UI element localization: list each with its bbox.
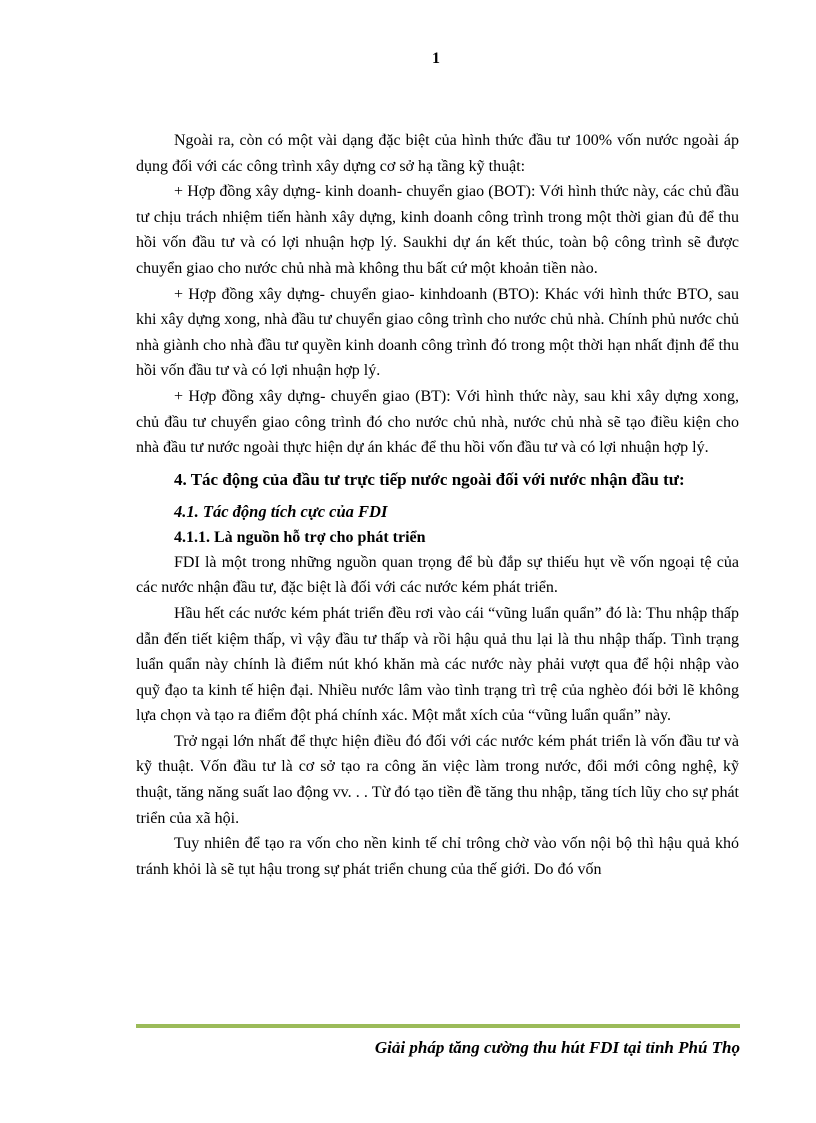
paragraph-obstacle: Trở ngại lớn nhất để thực hiện điều đó đối với các nước kém phát triển là vốn đầu tư và kỹ thuật. Vốn đầu tư là cơ sở tạo ra công ăn việc làm trong nước, đổi mới công nghệ, kỹ thuật, tăng năng suất lao động vv. . . Từ đó tạo tiền đề tăng thu nhập, tăng tích lũy cho sự phát triển của xã hội. — [136, 732, 739, 827]
section-heading-4: 4. Tác động của đầu tư trực tiếp nước ngoài đối với nước nhận đầu tư: — [174, 469, 685, 489]
paragraph-bto: + Hợp đồng xây dựng- chuyển giao- kinhdoanh (BTO): Khác với hình thức BTO, sau khi xây dựng xong, nhà đầu tư chuyển giao công trình cho nước chủ nhà. Chính phủ nước chủ nhà giành cho nhà đầu tư quyền kinh doanh công trình đó trong một thời hạn nhất định để thu hồi vốn đầu tư và có lợi nhuận hợp lý. — [136, 285, 739, 380]
footer-title: Giải pháp tăng cường thu hút FDI tại tỉnh Phú Thọ — [374, 1038, 740, 1057]
paragraph-intro: Ngoài ra, còn có một vài dạng đặc biệt của hình thức đầu tư 100% vốn nước ngoài áp dụng đối với các công trình xây dựng cơ sở hạ tầng kỹ thuật: — [136, 132, 739, 175]
paragraph-capital: Tuy nhiên để tạo ra vốn cho nền kinh tế chỉ trông chờ vào vốn nội bộ thì hậu quả khó tránh khỏi là sẽ tụt hậu trong sự phát triển chung của thế giới. Do đó vốn — [136, 835, 739, 878]
page-number: 1 — [432, 50, 440, 67]
paragraph-bt: + Hợp đồng xây dựng- chuyển giao (BT): Với hình thức này, sau khi xây dựng xong, chủ đầu tư chuyển giao công trình đó cho nước chủ nhà, nước chủ nhà sẽ tạo điều kiện cho nhà đầu tư nước ngoài thực hiện dự án khác để thu hồi vốn đầu tư và có lợi nhuận hợp lý. — [136, 387, 739, 457]
paragraph-vicious-circle: Hầu hết các nước kém phát triển đều rơi vào cái “vũng luẩn quẩn” đó là: Thu nhập thấp dẫn đến tiết kiệm thấp, vì vậy đầu tư thấp và rồi hậu quả thu lại là thu nhập thấp. Tình trạng luẩn quẩn này chính là điểm nút khó khăn mà các nước này phải vượt qua để hội nhập vào quỹ đạo ta kinh tế hiện đại. Nhiều nước lâm vào tình trạng trì trệ của nghèo đói bởi lẽ không lựa chọn và tạo ra điểm đột phá chính xác. Một mắt xích của “vũng luẩn quẩn” này. — [136, 604, 739, 725]
paragraph-fdi-source: FDI là một trong những nguồn quan trọng để bù đắp sự thiếu hụt về vốn ngoại tệ của các nước nhận đầu tư, đặc biệt là đối với các nước kém phát triển. — [136, 553, 739, 597]
section-heading-4-1: 4.1. Tác động tích cực của FDI — [174, 501, 388, 521]
paragraph-bot: + Hợp đồng xây dựng- kinh doanh- chuyển giao (BOT): Với hình thức này, các chủ đầu tư chịu trách nhiệm tiến hành xây dựng, kinh doanh công trình trong một thời gian đủ để thu hồi vốn đầu tư và có lợi nhuận hợp lý. Saukhi dự án kết thúc, toàn bộ công trình sẽ được chuyển giao cho nước chủ nhà mà không thu bất cứ một khoản tiền nào. — [136, 183, 739, 277]
document-body — [136, 128, 739, 882]
footer-rule — [136, 1024, 740, 1028]
section-heading-4-1-1: 4.1.1. Là nguồn hỗ trợ cho phát triển — [174, 528, 426, 546]
